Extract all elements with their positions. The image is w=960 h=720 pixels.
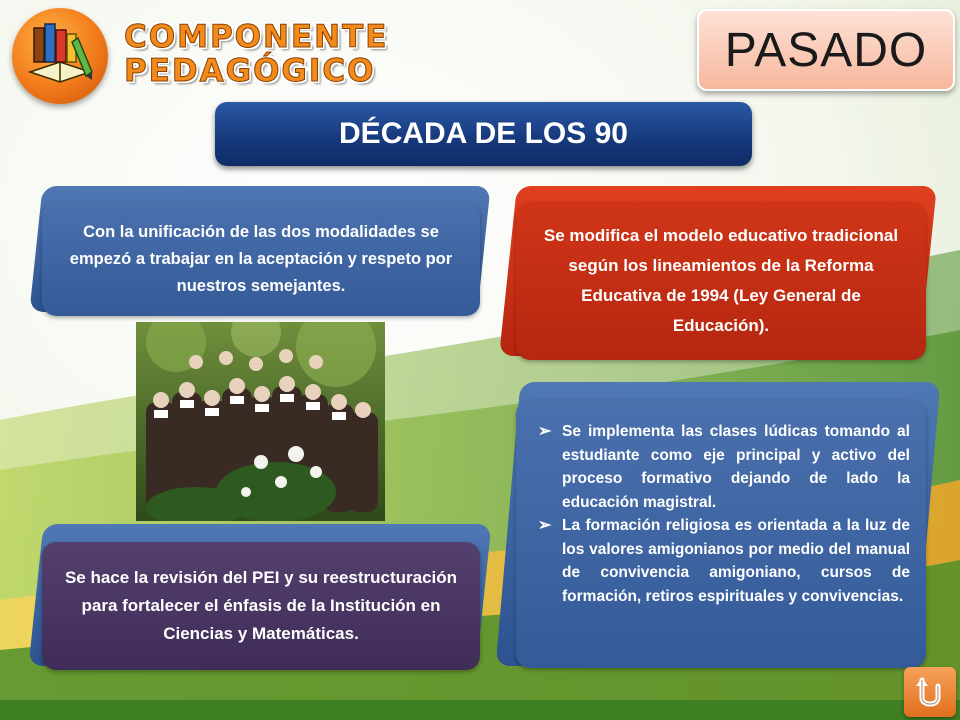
- card-modelo-text: Se modifica el modelo educativo tradicional según los lineamientos de la Reforma Educativa de 1994 (Ley General de Educación).: [543, 226, 899, 335]
- card-unificacion-text: Con la unificación de las dos modalidades se empezó a trabajar en la aceptación y respeto por nuestros semejantes.: [69, 222, 453, 295]
- return-arrow-icon: [910, 672, 950, 712]
- bullet-text: Se implementa las clases lúdicas tomando al estudiante como eje principal y activo del proceso formativo dejando de lado la educación magistral.: [562, 423, 910, 511]
- arrow-bullet-icon: ➢: [538, 517, 552, 534]
- card-bullets: [500, 382, 930, 670]
- return-button[interactable]: [904, 667, 956, 717]
- card-pei-text: Se hace la revisión del PEI y su reestructuración para fortalecer el énfasis de la Institución en Ciencias y Matemáticas.: [64, 568, 458, 643]
- list-item: [536, 420, 910, 514]
- decade-banner: DÉCADA DE LOS 90: [215, 102, 752, 166]
- title-line-1: COMPONENTE: [124, 19, 389, 55]
- books-pencil-icon: [12, 8, 108, 104]
- card-pei: [28, 524, 480, 670]
- bullet-list: [536, 420, 910, 608]
- card-modelo: [500, 186, 930, 360]
- arrow-bullet-icon: ➢: [538, 423, 552, 440]
- group-photo-nuns-icon: [136, 322, 385, 521]
- card-front: [516, 202, 926, 360]
- pasado-badge[interactable]: PASADO: [697, 9, 955, 91]
- card-front: [42, 202, 480, 316]
- component-title: [124, 20, 388, 88]
- list-item: [536, 514, 910, 608]
- card-unificacion: [28, 186, 480, 316]
- card-front: [516, 400, 926, 668]
- group-photo: [136, 322, 385, 521]
- bullet-text: La formación religiosa es orientada a la luz de los valores amigonianos por medio del manual de convivencia amigoniano, cursos de formación, retiros espirituales y convivencias.: [562, 517, 910, 605]
- title-line-2: PEDAGÓGICO: [124, 53, 376, 89]
- card-front: [42, 542, 480, 670]
